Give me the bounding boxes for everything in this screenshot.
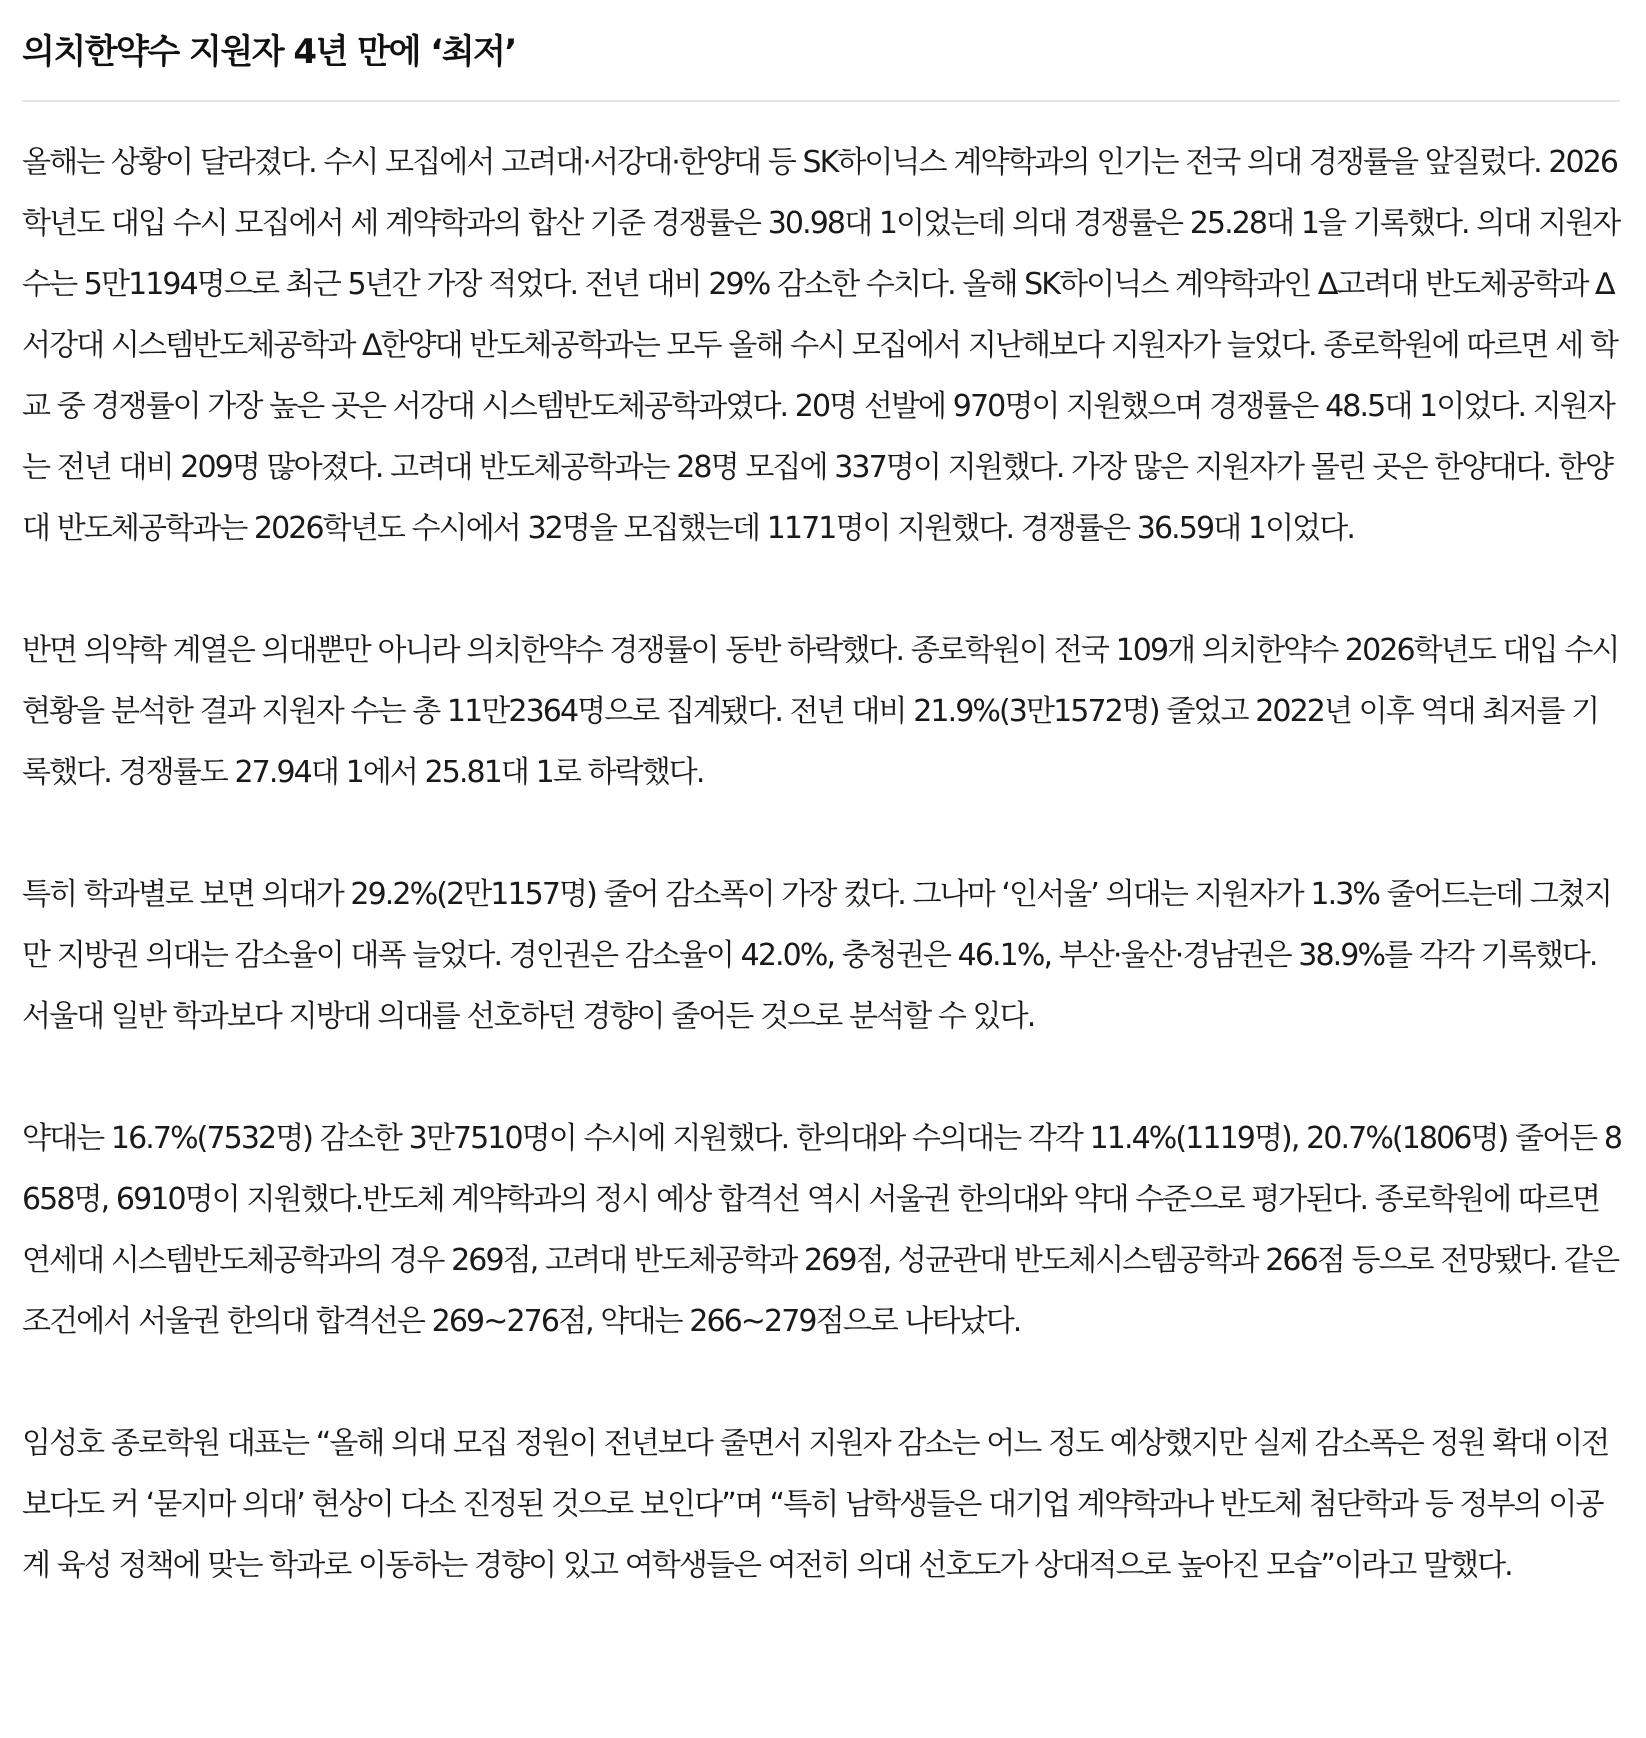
paragraph-5: 임성호 종로학원 대표는 “올해 의대 모집 정원이 전년보다 줄면서 지원자 감소는 어느 정도 예상했지만 실제 감소폭은 정원 확대 이전보다도 커 ‘묻지마 의대’ 현상이 다소 진정된 것으로 보인다”며 “특히 남학생들은 대기업 계약학과나 반도체 첨단학과 등 정부의 이공계 육성 정책에 맞는 학과로 이동하는 경향이 있고 여학생들은 여전히 의대 선호도가 상대적으로 높아진 모습”이라고 말했다. bbox=[22, 1426, 1609, 1583]
paragraph-3: 특히 학과별로 보면 의대가 29.2%(2만1157명) 줄어 감소폭이 가장 컸다. 그나마 ‘인서울’ 의대는 지원자가 1.3% 줄어드는데 그쳤지만 지방권 의대는 감소율이 대폭 늘었다. 경인권은 감소율이 42.0%, 충청권은 46.1%, 부산·울산·경남권은 38.9%를 각각 기록했다. 서울대 일반 학과보다 지방대 의대를 선호하던 경향이 줄어든 것으로 분석할 수 있다. bbox=[22, 877, 1611, 1034]
paragraph-2: 반면 의약학 계열은 의대뿐만 아니라 의치한약수 경쟁률이 동반 하락했다. 종로학원이 전국 109개 의치한약수 2026학년도 대입 수시 현황을 분석한 결과 지원자 수는 총 11만2364명으로 집계됐다. 전년 대비 21.9%(3만1572명) 줄었고 2022년 이후 역대 최저를 기록했다. 경쟁률도 27.94대 1에서 25.81대 1로 하락했다. bbox=[22, 633, 1619, 790]
paragraph-1: 올해는 상황이 달라졌다. 수시 모집에서 고려대·서강대·한양대 등 SK하이닉스 계약학과의 인기는 전국 의대 경쟁률을 앞질렀다. 2026학년도 대입 수시 모집에서 세 계약학과의 합산 기준 경쟁률은 30.98대 1이었는데 의대 경쟁률은 25.28대 1을 기록했다. 의대 지원자 수는 5만1194명으로 최근 5년간 가장 적었다. 전년 대비 29% 감소한 수치다. 올해 SK하이닉스 계약학과인 ∆고려대 반도체공학과 ∆서강대 시스템반도체공학과 ∆한양대 반도체공학과는 모두 올해 수시 모집에서 지난해보다 지원자가 늘었다. 종로학원에 따르면 세 학교 중 경쟁률이 가장 높은 곳은 서강대 시스템반도체공학과였다. 20명 선발에 970명이 지원했으며 경쟁률은 48.5대 1이었다. 지원자는 전년 대비 209명 많아졌다. 고려대 반도체공학과는 28명 모집에 337명이 지원했다. 가장 많은 지원자가 몰린 곳은 한양대다. 한양대 반도체공학과는 2026학년도 수시에서 32명을 모집했는데 1171명이 지원했다. 경쟁률은 36.59대 1이었다. bbox=[22, 145, 1620, 546]
article-body bbox=[22, 102, 1622, 1596]
paragraph-4: 약대는 16.7%(7532명) 감소한 3만7510명이 수시에 지원했다. 한의대와 수의대는 각각 11.4%(1119명), 20.7%(1806명) 줄어든 8658명, 6910명이 지원했다.반도체 계약학과의 정시 예상 합격선 역시 서울권 한의대와 약대 수준으로 평가된다. 종로학원에 따르면 연세대 시스템반도체공학과의 경우 269점, 고려대 반도체공학과 269점, 성균관대 반도체시스템공학과 266점 등으로 전망됐다. 같은 조건에서 서울권 한의대 합격선은 269~276점, 약대는 266~279점으로 나타났다. bbox=[22, 1121, 1622, 1339]
article-subtitle: 의치한약수 지원자 4년 만에 ‘최저’ bbox=[22, 32, 516, 72]
